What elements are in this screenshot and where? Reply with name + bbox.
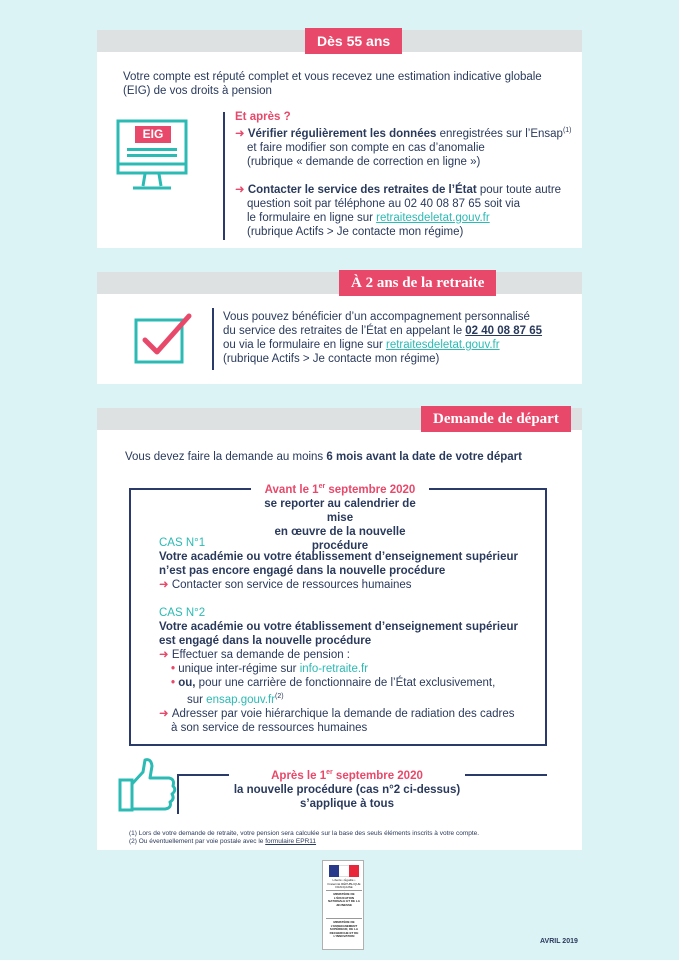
ministry-logo [322,860,364,950]
cas1-block: CAS N°1 Votre académie ou votre établissement d’enseignement supérieur n’est pas encore engagé dans la nouvelle procédure ➜ Contacter son service de ressources humaines [159,537,518,591]
before-box-title: Avant le 1er septembre 2020 se reporter au calendrier de mise en œuvre de la nouvelle procédure [251,480,429,553]
cas2-label: CAS N°2 [159,607,206,619]
action-contact: ➜ Contacter le service des retraites de l’État pour toute autre [235,183,562,196]
action-verify: ➜ Vérifier régulièrement les données enregistrées sur l’Ensap$^{(1)}$ [235,127,572,140]
section3-intro: Vous devez faire la demande au moins 6 mois avant la date de votre départ [125,451,522,463]
retraites-link[interactable]: retraitesdeletat.gouv.fr [376,211,490,224]
section-des-55-ans [97,30,582,248]
footnotes: (1) Lors de votre demande de retraite, votre pension sera calculée sur la base des seuls éléments inscrits à votre compte. (2) Ou éventuellement par voie postale avec le formulaire EPR11 [129,830,480,845]
section-tag: Demande de départ [421,406,571,432]
section-intro: Votre compte est réputé complet et vous recevez une estimation indicative globale (EIG) de vos droits à pension [123,71,542,97]
thumbs-up-icon [117,754,179,816]
section-demande-depart [97,408,582,850]
ministry1-text: MINISTÈRE DE L'ÉDUCATION NATIONALE ET DE LA JEUNESSE [328,892,360,907]
eig-icon-line1 [127,148,177,151]
info-retraite-link[interactable]: info-retraite.fr [299,663,369,675]
ensap-link[interactable]: ensap.gouv.fr [206,693,276,706]
section2-text: Vous pouvez bénéficier d’un accompagnement personnalisé du service des retraites de l’État en appelant le 02 40 08 87 65 ou via le formulaire en ligne sur retraitesdeletat.gouv.fr (rubrique Actifs > Je contacte mon régime) [223,311,543,365]
eig-icon-line2 [127,154,177,157]
vertical-divider [212,308,214,370]
ministry2-text: MINISTÈRE DE L'ENSEIGNEMENT SUPÉRIEUR, DE LA RECHERCHE ET DE L'INNOVATION [329,920,359,939]
et-apres-heading: Et après ? [235,111,291,123]
checkbox-check-icon [133,310,195,366]
section-2-ans-retraite [97,272,582,384]
republic-text: Liberté • Égalité • Fraternité RÉPUBLIQUE FRANÇAISE [327,878,361,890]
section-tag: Dès 55 ans [305,28,402,54]
eig-icon-label: EIG [135,126,171,143]
retraites-link[interactable]: retraitesdeletat.gouv.fr [386,339,500,351]
cas2-block: CAS N°2 Votre académie ou votre établissement d’enseignement supérieur est engagé dans la nouvelle procédure ➜ Effectuer sa demande de pension : • unique inter-régime sur info-retraite.fr • ou, pour une carrière de fonctionnaire de l’État exclusivement, sur $ensap.gouv.fr^{(2)}$ ➜ Adresser par voie hiérarchique la demande de radiation des cadres à son service de ressources humaines [159,607,518,734]
cas1-label: CAS N°1 [159,537,206,549]
phone-number[interactable]: 02 40 08 87 65 [465,325,543,337]
vertical-divider [223,112,225,240]
et-apres-block: Et après ? ➜ Vérifier régulièrement les données enregistrées sur l’Ensap$^{(1)}$ et faire modifier son compte en cas d’anomalie (rubrique « demande de correction en ligne ») ➜ Contacter le service des retraites de l’État pour toute autre question soit par téléphone au 02 40 08 87 65 soit via le formulaire en ligne sur retraitesdeletat.gouv.fr (rubrique Actifs > Je contacte mon régime) [235,111,572,238]
publication-date: AVRIL 2019 [540,938,578,945]
epr11-link[interactable]: formulaire EPR11 [265,838,317,845]
after-box-title: Après le 1er septembre 2020 la nouvelle procédure (cas n°2 ci-dessus) s’applique à tous [229,766,465,811]
section-tag: À 2 ans de la retraite [339,270,496,296]
marianne-flag [329,865,359,877]
